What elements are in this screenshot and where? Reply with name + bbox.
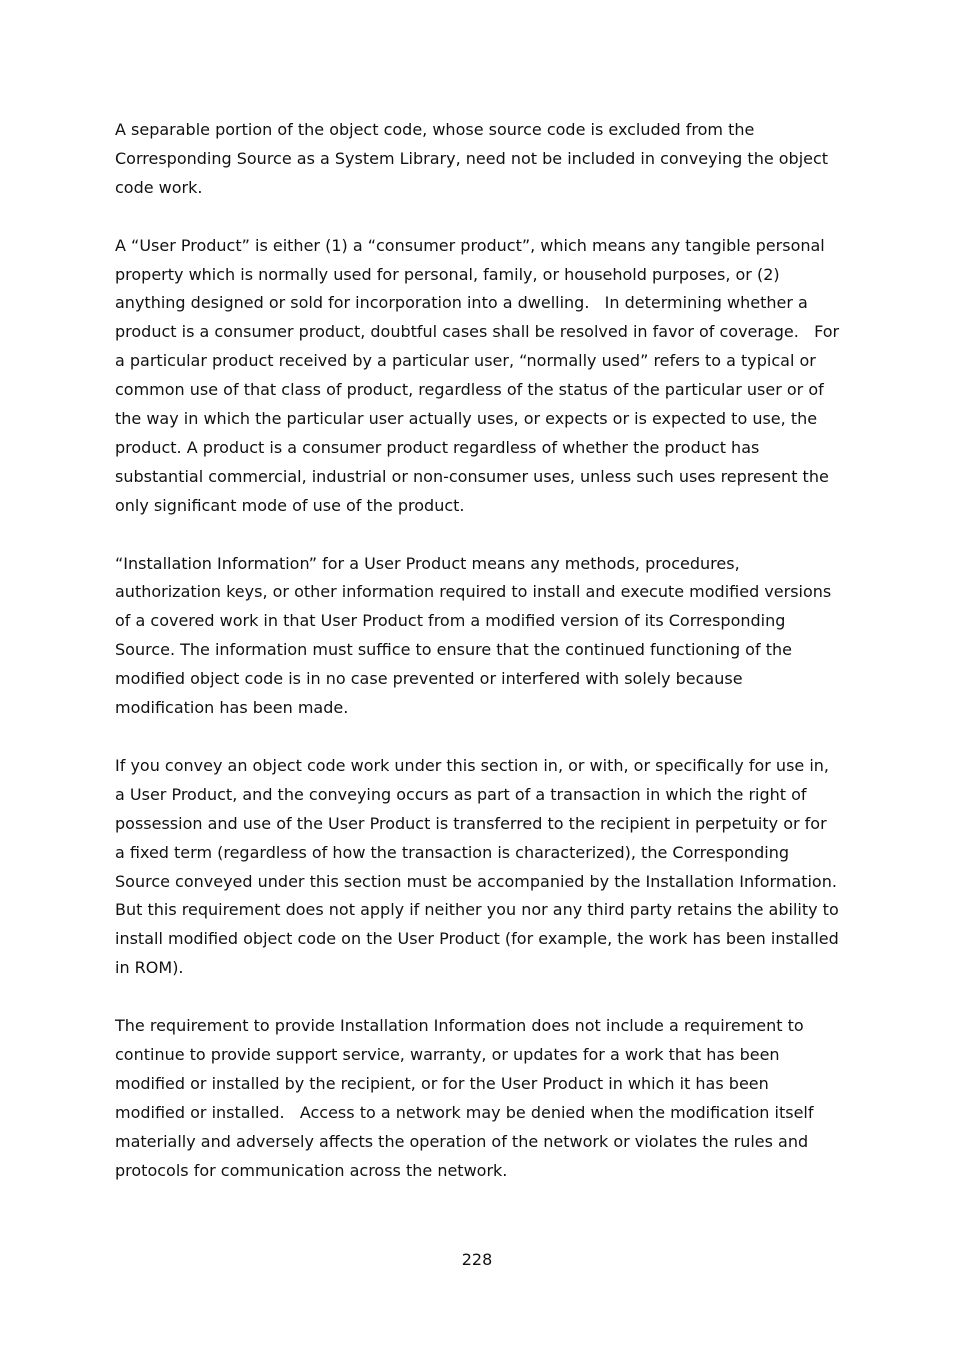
document-body	[115, 116, 853, 1214]
paragraph-conveying-object-code: If you convey an object code work under this section in, or with, or specifically for use in, a User Product, and the conveying occurs as part of a transaction in which the right of possession and use of the User Product is transferred to the recipient in perpetuity or for a fixed term (regardless of how the transaction is characterized), the Corresponding Source conveyed under this section must be accompanied by the Installation Information. But this requirement does not apply if neither you nor any third party retains the ability to install modified object code on the User Product (for example, the work has been installed in ROM).	[115, 755, 853, 978]
page-number: 228	[461, 1250, 493, 1269]
paragraph-installation-information: “Installation Information” for a User Product means any methods, procedures, authorization keys, or other information required to install and execute modified versions of a covered work in that User Product from a modified version of its Corresponding Source. The information must suffice to ensure that the continued functioning of the modified object code is in no case prevented or interfered with solely because modification has been made.	[115, 553, 837, 718]
paragraph-system-library: A separable portion of the object code, whose source code is excluded from the Corresponding Source as a System Library, need not be included in conveying the object code work.	[115, 120, 834, 197]
paragraph-support-requirement: The requirement to provide Installation Information does not include a requirement to continue to provide support service, warranty, or updates for a work that has been modified or installed by the recipient, or for the User Product in which it has been modified or installed. Access to a network may be denied when the modification itself materially and adversely affects the operation of the network or violates the rules and protocols for communication across the network.	[115, 1016, 819, 1180]
paragraph-user-product: A “User Product” is either (1) a “consumer product”, which means any tangible personal property which is normally used for personal, family, or household purposes, or (2) anything designed or sold for incorporation into a dwelling. In determining whether a product is a consumer product, doubtful cases shall be resolved in favor of coverage. For a particular product received by a particular user, “normally used” refers to a typical or common use of that class of product, regardless of the status of the particular user or of the way in which the particular user actually uses, or expects or is expected to use, the product. A product is a consumer product regardless of whether the product has substantial commercial, industrial or non-consumer uses, unless such uses represent the only significant mode of use of the product.	[115, 235, 845, 515]
